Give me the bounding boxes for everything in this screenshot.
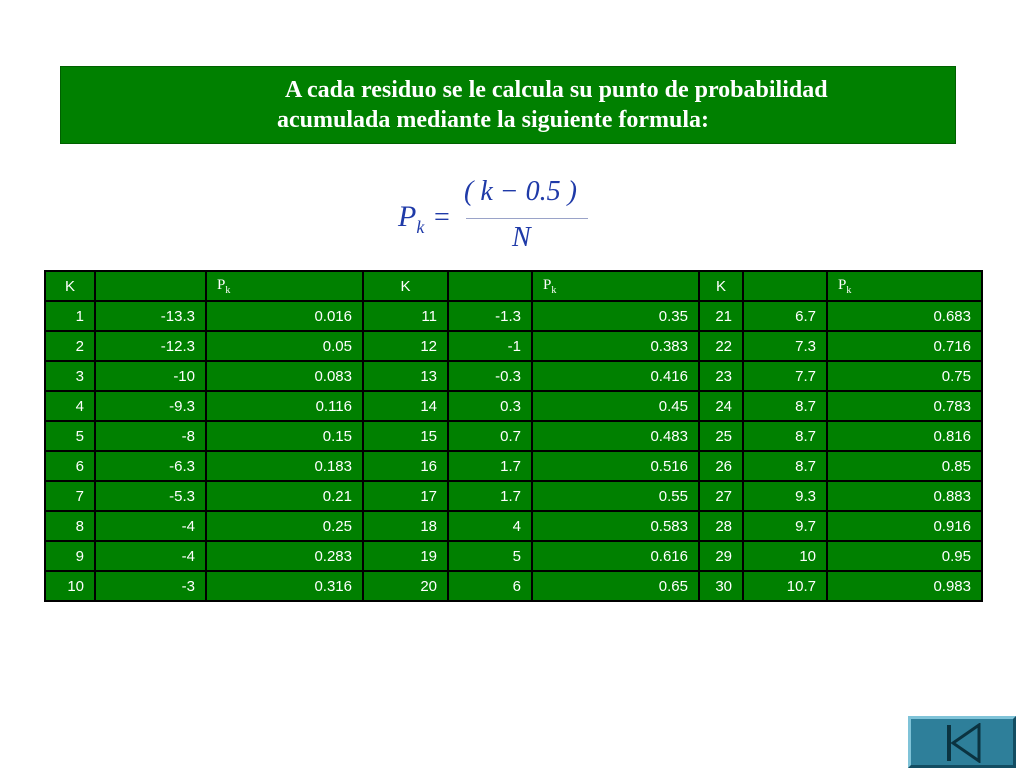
formula-lhs-subscript: k — [416, 217, 425, 237]
table-cell: 0.65 — [532, 571, 699, 601]
header-k: K — [699, 271, 743, 301]
header-p-symbol — [217, 277, 231, 296]
table-cell: 17 — [363, 481, 448, 511]
table-cell: 26 — [699, 451, 743, 481]
table-cell: 13 — [363, 361, 448, 391]
table-cell: 29 — [699, 541, 743, 571]
table-cell: 12 — [363, 331, 448, 361]
header-pk — [827, 271, 982, 301]
banner-text — [277, 75, 947, 135]
table-cell: -8 — [95, 421, 206, 451]
table-cell: 0.7 — [448, 421, 532, 451]
first-slide-button[interactable] — [908, 716, 1016, 768]
table-cell: 0.85 — [827, 451, 982, 481]
banner-line-1: A cada residuo se le calcula su punto de probabilidad — [285, 77, 828, 103]
table-cell: -3 — [95, 571, 206, 601]
header-p-symbol — [543, 277, 557, 296]
table-row — [45, 421, 982, 451]
formula-denominator: N — [512, 222, 531, 253]
header-k: K — [363, 271, 448, 301]
formula-numerator: ( k − 0.5 ) — [464, 176, 577, 207]
table-cell: 9.7 — [743, 511, 827, 541]
table-cell: 1 — [45, 301, 95, 331]
header-blank — [448, 271, 532, 301]
table-cell: -4 — [95, 511, 206, 541]
table-cell: 1.7 — [448, 451, 532, 481]
banner-line-2: acumulada mediante la siguiente formula: — [277, 107, 709, 133]
table-row — [45, 541, 982, 571]
table-cell: 0.45 — [532, 391, 699, 421]
table-header-row — [45, 271, 982, 301]
table-cell: 7 — [45, 481, 95, 511]
table-row — [45, 571, 982, 601]
table-cell: -1.3 — [448, 301, 532, 331]
header-p-subscript: k — [551, 285, 557, 296]
table-cell: 0.483 — [532, 421, 699, 451]
table-cell: -5.3 — [95, 481, 206, 511]
table-cell: 20 — [363, 571, 448, 601]
table-cell: 16 — [363, 451, 448, 481]
table-cell: 11 — [363, 301, 448, 331]
formula-fraction-bar — [466, 218, 588, 219]
table-cell: 0.95 — [827, 541, 982, 571]
table-cell: 0.183 — [206, 451, 363, 481]
table-cell: 15 — [363, 421, 448, 451]
formula-lhs — [398, 200, 424, 238]
table-cell: 7.7 — [743, 361, 827, 391]
header-p-symbol — [838, 277, 852, 296]
table-cell: 0.05 — [206, 331, 363, 361]
table-row — [45, 451, 982, 481]
table-cell: 18 — [363, 511, 448, 541]
table-cell: 0.583 — [532, 511, 699, 541]
table-cell: 2 — [45, 331, 95, 361]
header-pk — [532, 271, 699, 301]
table-cell: 10.7 — [743, 571, 827, 601]
formula-equals: = — [434, 202, 450, 233]
table-cell: 0.55 — [532, 481, 699, 511]
header-p-letter: P — [543, 277, 552, 293]
probability-formula — [392, 176, 602, 260]
table-cell: 24 — [699, 391, 743, 421]
table-row — [45, 331, 982, 361]
header-p-letter: P — [838, 277, 847, 293]
table-cell: 0.883 — [827, 481, 982, 511]
table-cell: 8.7 — [743, 421, 827, 451]
table-cell: 8.7 — [743, 391, 827, 421]
table-cell: 0.116 — [206, 391, 363, 421]
table-body — [45, 301, 982, 601]
table-cell: 3 — [45, 361, 95, 391]
table-cell: 30 — [699, 571, 743, 601]
header-blank — [743, 271, 827, 301]
table-cell: 0.716 — [827, 331, 982, 361]
header-blank — [95, 271, 206, 301]
table-cell: -4 — [95, 541, 206, 571]
table-row — [45, 301, 982, 331]
table-cell: 0.25 — [206, 511, 363, 541]
table-cell: 6 — [448, 571, 532, 601]
table-cell: -1 — [448, 331, 532, 361]
table-cell: 5 — [45, 421, 95, 451]
table-cell: 0.783 — [827, 391, 982, 421]
table-cell: 21 — [699, 301, 743, 331]
table-cell: -6.3 — [95, 451, 206, 481]
table-cell: 0.616 — [532, 541, 699, 571]
table-cell: 0.15 — [206, 421, 363, 451]
header-p-subscript: k — [225, 285, 231, 296]
table-cell: 0.283 — [206, 541, 363, 571]
table-cell: 8.7 — [743, 451, 827, 481]
table-cell: 0.516 — [532, 451, 699, 481]
table-cell: 27 — [699, 481, 743, 511]
formula-lhs-symbol: P — [398, 200, 417, 233]
table-cell: -9.3 — [95, 391, 206, 421]
table-cell: 6 — [45, 451, 95, 481]
table-cell: 10 — [45, 571, 95, 601]
header-pk — [206, 271, 363, 301]
table-cell: 9 — [45, 541, 95, 571]
table-cell: 0.35 — [532, 301, 699, 331]
table-cell: 0.916 — [827, 511, 982, 541]
header-p-subscript: k — [846, 285, 852, 296]
table-cell: 0.3 — [448, 391, 532, 421]
table-cell: 19 — [363, 541, 448, 571]
table-cell: 0.416 — [532, 361, 699, 391]
table-cell: 0.683 — [827, 301, 982, 331]
header-p-letter: P — [217, 277, 226, 293]
table-cell: 9.3 — [743, 481, 827, 511]
table-cell: 23 — [699, 361, 743, 391]
table-cell: 0.083 — [206, 361, 363, 391]
header-k: K — [45, 271, 95, 301]
probability-table — [44, 270, 983, 602]
table-cell: 4 — [45, 391, 95, 421]
table-cell: 1.7 — [448, 481, 532, 511]
table-row — [45, 361, 982, 391]
table-row — [45, 481, 982, 511]
table-cell: 22 — [699, 331, 743, 361]
table-cell: 4 — [448, 511, 532, 541]
table-cell: 0.75 — [827, 361, 982, 391]
title-banner — [60, 66, 956, 144]
table-cell: -13.3 — [95, 301, 206, 331]
table-cell: 0.016 — [206, 301, 363, 331]
table-cell: 5 — [448, 541, 532, 571]
table-cell: 8 — [45, 511, 95, 541]
table-cell: 0.316 — [206, 571, 363, 601]
table-cell: 25 — [699, 421, 743, 451]
first-slide-icon — [941, 723, 985, 763]
table-cell: 10 — [743, 541, 827, 571]
table-cell: 14 — [363, 391, 448, 421]
table-cell: 0.21 — [206, 481, 363, 511]
table-cell: -12.3 — [95, 331, 206, 361]
table-cell: 0.383 — [532, 331, 699, 361]
table-row — [45, 511, 982, 541]
table-cell: 7.3 — [743, 331, 827, 361]
table-row — [45, 391, 982, 421]
table-cell: -0.3 — [448, 361, 532, 391]
table-cell: -10 — [95, 361, 206, 391]
table-cell: 28 — [699, 511, 743, 541]
table-cell: 6.7 — [743, 301, 827, 331]
table-cell: 0.816 — [827, 421, 982, 451]
table-cell: 0.983 — [827, 571, 982, 601]
